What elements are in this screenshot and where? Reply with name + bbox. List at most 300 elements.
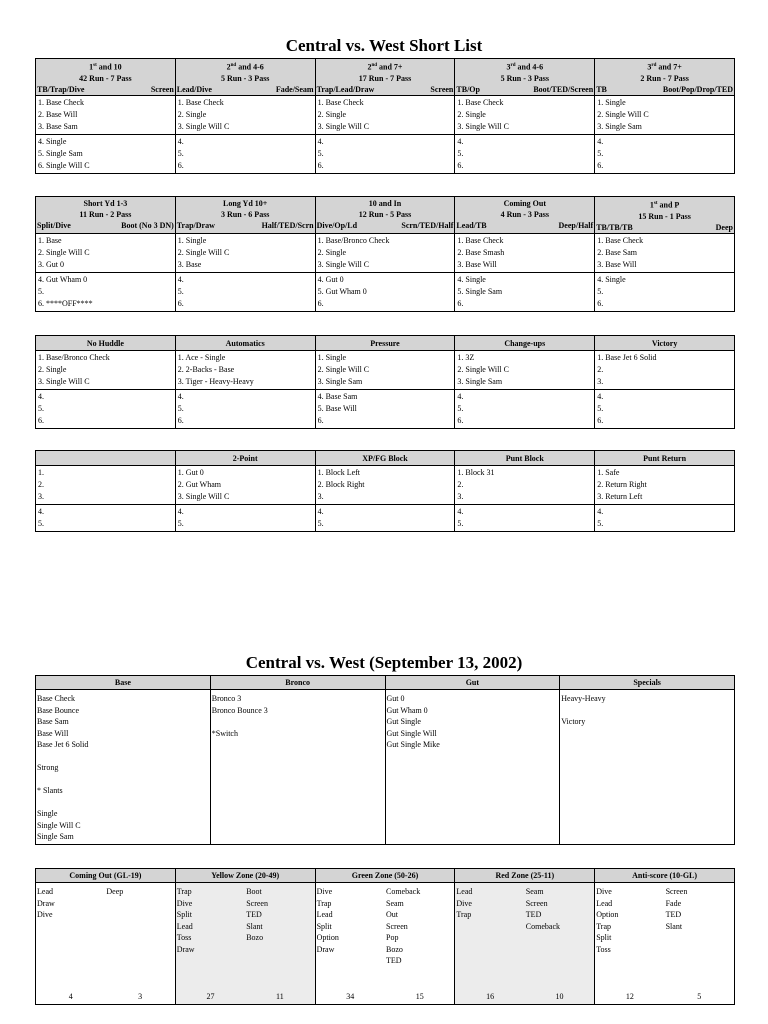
- situation-body-row: [36, 96, 734, 173]
- pass-tendency: Boot (No 3 DN): [121, 221, 174, 230]
- call-line: 4.: [597, 507, 604, 516]
- run-pass-ratio: 15 Run - 1 Pass: [638, 211, 691, 221]
- zone-play: Draw: [176, 944, 195, 954]
- call-line: 3. Tiger - Heavy-Heavy: [177, 377, 254, 386]
- situation-header: [36, 59, 175, 95]
- zone-play-column: [385, 883, 454, 1004]
- call-block: [176, 234, 315, 272]
- situation-title: [595, 198, 734, 211]
- zone-play-column: [595, 883, 664, 1004]
- zone-play-count: 15: [415, 991, 424, 1001]
- call-block: [36, 389, 175, 428]
- situation-calls: [315, 234, 455, 311]
- call-line: 2. Return Right: [597, 480, 647, 489]
- call-line: 6. Single Will C: [38, 160, 90, 170]
- call-line: 3. Base Sam: [38, 121, 78, 131]
- zone-play: Draw: [37, 898, 55, 908]
- zone-header: Red Zone (25-11): [454, 869, 594, 882]
- zone-play: Slant: [246, 921, 263, 931]
- zone-play: Lead: [176, 921, 193, 931]
- call-block: [176, 389, 315, 428]
- zone-play-column: [316, 883, 385, 1004]
- defense-call: Heavy-Heavy: [561, 694, 606, 703]
- defense-call: [212, 716, 384, 728]
- call-line: 4.: [177, 507, 184, 516]
- call-line: 4.: [317, 507, 324, 516]
- call-block: [176, 96, 315, 134]
- call-block: [595, 272, 734, 311]
- situation-title: [176, 60, 315, 73]
- call-line: 3.: [38, 492, 44, 501]
- zone-play: TED: [386, 956, 402, 965]
- down-number: 1: [89, 62, 94, 72]
- call-line: 5.: [38, 286, 44, 296]
- situation-header: [594, 451, 734, 465]
- call-line: 3. Single Will C: [317, 121, 370, 131]
- call-block: [36, 351, 175, 389]
- situation-calls: [36, 234, 175, 311]
- call-line: 1. Base Check: [317, 97, 364, 107]
- zone-play-count: 10: [555, 991, 564, 1001]
- call-line: 6.: [457, 298, 464, 308]
- zone-group: [594, 883, 734, 1004]
- zone-play: Trap: [176, 887, 192, 896]
- short-list-title: Central vs. West Short List: [285, 36, 483, 55]
- call-line: 1. 3Z: [457, 353, 475, 362]
- situation-calls: [36, 466, 175, 531]
- situation-header: [454, 336, 594, 350]
- situation-title: [36, 60, 175, 73]
- situation-calls: [454, 466, 594, 531]
- call-line: 1. Single: [177, 235, 207, 245]
- call-line: 2. Single Will C: [317, 365, 370, 374]
- situation-calls: [594, 466, 734, 531]
- call-line: 4. Single: [38, 136, 67, 146]
- call-line: 3. Gut 0: [38, 259, 64, 269]
- situation-grid: [35, 58, 735, 174]
- zone-header: Yellow Zone (20-49): [175, 869, 315, 882]
- situation-header: [594, 197, 734, 233]
- call-line: 6.: [38, 416, 44, 425]
- call-line: 3. Base: [177, 259, 202, 269]
- situation-label: Coming Out: [503, 199, 547, 208]
- call-line: 6.: [317, 416, 324, 425]
- situation-grid: [35, 196, 735, 312]
- zone-play: Dive: [176, 898, 193, 908]
- pass-tendency: Screen: [150, 84, 174, 94]
- call-block: [595, 466, 734, 504]
- zone-play: Lead: [456, 887, 473, 896]
- call-block: [455, 466, 594, 504]
- call-block: [455, 234, 594, 272]
- down-number: 3: [647, 62, 652, 72]
- call-block: [176, 272, 315, 311]
- call-line: 2. Single Will C: [457, 365, 509, 374]
- zone-play: Seam: [386, 898, 404, 908]
- situation-header: [315, 451, 455, 465]
- zone-play: Slant: [665, 921, 683, 931]
- call-line: 1. Base Check: [457, 97, 504, 107]
- call-line: 4. Single: [457, 274, 486, 284]
- call-line: 3. Return Left: [597, 492, 643, 501]
- zone-play: Lead: [37, 887, 53, 896]
- category-column: [559, 690, 734, 844]
- call-line: 2.: [38, 480, 44, 489]
- situation-calls: [36, 351, 175, 428]
- situation-header-row: [36, 59, 734, 96]
- call-block: [595, 234, 734, 272]
- situation-header: [594, 59, 734, 95]
- situation-header: [36, 451, 175, 465]
- call-block: [595, 351, 734, 389]
- situation-header: [454, 59, 594, 95]
- down-ordinal: nd: [230, 63, 237, 68]
- call-line: 5.: [317, 519, 324, 528]
- call-block: [316, 351, 455, 389]
- situation-label: and 10: [96, 62, 122, 72]
- zone-play-count: 4: [68, 991, 73, 1001]
- zone-play-column: [245, 883, 314, 1004]
- run-pass-ratio: 11 Run - 2 Pass: [79, 210, 132, 219]
- situation-header: [36, 336, 175, 350]
- defense-call: Gut Wham 0: [386, 705, 428, 715]
- call-block: [455, 272, 594, 311]
- call-line: 5. Gut Wham 0: [317, 286, 367, 296]
- run-tendency: TB: [596, 84, 607, 94]
- game-sheet-title: Central vs. West (September 13, 2002): [245, 653, 523, 672]
- call-line: 4. Base Sam: [317, 392, 358, 401]
- call-line: 6.: [597, 416, 604, 425]
- zone-group: [315, 883, 455, 1004]
- zone-play: Deep: [106, 887, 124, 896]
- down-ordinal: st: [93, 63, 97, 68]
- call-line: 2. Single: [317, 109, 347, 119]
- call-line: 5.: [457, 404, 464, 413]
- zone-play: Screen: [386, 921, 408, 931]
- situation-header-row: [36, 197, 734, 234]
- call-block: [455, 504, 594, 531]
- call-block: [455, 351, 594, 389]
- call-line: 5.: [38, 519, 44, 528]
- call-line: 5.: [597, 404, 604, 413]
- zone-play: Bozo: [246, 933, 264, 942]
- situation-header: [594, 336, 734, 350]
- pass-tendency: Screen: [430, 84, 454, 94]
- call-block: [176, 466, 315, 504]
- zone-group: [175, 883, 315, 1004]
- pass-tendency: Deep/Half: [558, 221, 594, 230]
- zone-table: [35, 868, 735, 1005]
- situation-calls: [594, 351, 734, 428]
- run-pass-ratio: 4 Run - 3 Pass: [500, 210, 550, 219]
- play-tendencies: [176, 84, 315, 95]
- zone-play: Lead: [596, 898, 613, 908]
- call-line: 5. Single Sam: [38, 148, 83, 158]
- call-line: 6.: [177, 416, 184, 425]
- zone-group: [454, 883, 594, 1004]
- situation-header: [175, 197, 315, 233]
- zone-play-column: [36, 883, 105, 1004]
- category-column: [210, 690, 385, 844]
- call-line: 1. Base Check: [597, 235, 644, 245]
- call-line: 3. Single Will C: [177, 492, 230, 501]
- call-line: 3. Single Will C: [457, 121, 509, 131]
- situation-title: Punt Return: [643, 454, 687, 463]
- situation-label: and 7+: [656, 62, 682, 72]
- call-block: [595, 504, 734, 531]
- situation-header: [36, 197, 175, 233]
- situation-label: Short Yd 1-3: [83, 199, 128, 208]
- call-line: 3. Single Sam: [457, 377, 503, 386]
- situation-title: [36, 198, 175, 209]
- zone-play: Split: [176, 910, 192, 919]
- call-line: 4.: [38, 507, 44, 516]
- call-line: 6.: [177, 298, 184, 308]
- call-line: 1. Ace - Single: [177, 353, 226, 362]
- call-line: 6.: [457, 160, 464, 170]
- call-block: [316, 134, 455, 173]
- zone-play: Dive: [596, 887, 612, 896]
- zone-header: Anti-score (10-GL): [594, 869, 734, 882]
- call-line: 4.: [457, 507, 464, 516]
- call-line: 4. Gut Wham 0: [38, 274, 88, 284]
- run-tendency: Trap/Draw: [176, 221, 215, 230]
- zone-group: [36, 883, 175, 1004]
- down-ordinal: rd: [510, 63, 516, 68]
- situation-header: [175, 451, 315, 465]
- situation-body-row: [36, 234, 734, 311]
- call-line: 1. Base: [38, 235, 62, 245]
- situation-body-row: [36, 351, 734, 428]
- call-line: 2. Base Sam: [597, 247, 637, 257]
- situation-label: and P: [657, 200, 680, 210]
- zone-play: Comeback: [525, 921, 561, 931]
- call-line: 2. Single: [457, 109, 486, 119]
- call-block: [316, 504, 455, 531]
- run-tendency: Lead/Dive: [176, 84, 212, 94]
- situation-header: [315, 59, 455, 95]
- call-line: 5.: [597, 148, 604, 158]
- call-line: 4.: [597, 392, 604, 401]
- situation-title: 2-Point: [232, 454, 258, 463]
- call-line: 4.: [177, 274, 184, 284]
- situation-calls: [454, 234, 594, 311]
- defense-call: [37, 751, 209, 763]
- call-line: 1. Base Check: [38, 97, 84, 107]
- situation-calls: [594, 96, 734, 173]
- zone-play-column: [525, 883, 594, 1004]
- call-line: 4.: [597, 136, 604, 146]
- call-line: 1. Base/Bronco Check: [38, 353, 110, 362]
- situation-title: [176, 198, 315, 209]
- down-number: 2: [367, 62, 372, 72]
- defense-call: Base Jet 6 Solid: [37, 740, 89, 749]
- call-block: [36, 234, 175, 272]
- situation-label: Long Yd 10+: [223, 199, 268, 208]
- call-line: 6.: [177, 160, 184, 170]
- run-tendency: Lead/TB: [456, 221, 487, 230]
- zone-play: Comeback: [386, 887, 421, 896]
- defense-call: Single Will C: [37, 820, 81, 830]
- situation-title: [455, 198, 594, 209]
- zone-play: Pop: [386, 933, 399, 942]
- call-block: [455, 389, 594, 428]
- call-line: 4. Gut 0: [317, 274, 344, 284]
- call-line: 1.: [38, 468, 44, 477]
- call-block: [36, 134, 175, 173]
- call-block: [455, 134, 594, 173]
- defense-call: [561, 705, 733, 717]
- category-header: Gut: [385, 676, 560, 689]
- call-block: [316, 272, 455, 311]
- call-line: 1. Block 31: [457, 468, 495, 477]
- call-line: 5.: [38, 404, 44, 413]
- call-block: [36, 504, 175, 531]
- call-line: 5.: [177, 519, 184, 528]
- run-tendency: TB/TB/TB: [596, 222, 633, 232]
- call-line: 2. 2-Backs - Base: [177, 365, 235, 374]
- zone-play-count: 27: [206, 991, 215, 1001]
- situation-calls: [175, 234, 315, 311]
- zone-play: Boot: [246, 887, 262, 896]
- run-pass-ratio: 2 Run - 7 Pass: [640, 73, 689, 83]
- game-sheet-table: [35, 675, 735, 845]
- down-ordinal: st: [653, 201, 658, 206]
- category-header: Base: [114, 678, 131, 687]
- call-line: 1. Single: [317, 353, 347, 362]
- call-line: 2.: [457, 480, 464, 489]
- call-line: 1. Base Jet 6 Solid: [597, 353, 657, 362]
- situation-header: [454, 451, 594, 465]
- call-line: 5.: [597, 519, 604, 528]
- zone-play: Dive: [37, 910, 53, 919]
- zone-play: Option: [316, 933, 339, 942]
- zone-play: Lead: [316, 910, 333, 919]
- zone-play: Trap: [456, 910, 472, 919]
- call-line: 4.: [457, 392, 464, 401]
- zone-play: TED: [665, 910, 682, 919]
- call-line: 1. Gut 0: [177, 468, 204, 477]
- call-line: 2. Single Will C: [38, 247, 90, 257]
- zone-play: Draw: [316, 944, 335, 954]
- situation-calls: [36, 96, 175, 173]
- situation-calls: [175, 351, 315, 428]
- zone-play: Fade: [665, 898, 682, 908]
- situation-grid: [35, 450, 735, 532]
- call-block: [36, 96, 175, 134]
- play-tendencies: [455, 220, 594, 231]
- run-tendency: Dive/Op/Ld: [316, 221, 358, 230]
- defense-call: [37, 797, 209, 809]
- call-line: 6.: [317, 298, 324, 308]
- situation-calls: [454, 351, 594, 428]
- call-line: 5.: [177, 286, 184, 296]
- zone-play: Dive: [316, 887, 333, 896]
- defense-call: Base Check: [37, 694, 75, 703]
- call-line: 4.: [177, 136, 184, 146]
- zone-play: Dive: [456, 898, 472, 908]
- defense-call: Gut Single Will: [386, 728, 437, 738]
- defense-call: Strong: [37, 763, 59, 772]
- call-line: 4.: [38, 392, 44, 401]
- defense-call: [37, 774, 209, 786]
- category-column: [385, 690, 560, 844]
- situation-title: [595, 60, 734, 73]
- call-line: 1. Base Check: [177, 97, 224, 107]
- call-line: 4.: [457, 136, 464, 146]
- zone-play: Trap: [596, 921, 612, 931]
- call-line: 3. Single Will C: [317, 259, 370, 269]
- run-pass-ratio: 5 Run - 3 Pass: [220, 73, 270, 83]
- pass-tendency: Boot/Pop/Drop/TED: [662, 84, 733, 94]
- situation-calls: [315, 466, 455, 531]
- call-line: 3.: [317, 492, 324, 501]
- zone-play-count: 34: [346, 991, 355, 1001]
- call-line: 2. Block Right: [317, 480, 365, 489]
- call-line: 5. Single Sam: [457, 286, 503, 296]
- call-line: 2. Single Will C: [597, 109, 649, 119]
- call-line: 6.: [317, 160, 324, 170]
- play-tendencies: [176, 220, 315, 231]
- call-line: 2. Base Will: [38, 109, 78, 119]
- situation-label: 10 and In: [368, 199, 402, 208]
- pass-tendency: Scrn/TED/Half: [401, 221, 454, 230]
- situation-header: [315, 336, 455, 350]
- call-line: 2. Single: [317, 247, 347, 257]
- call-block: [316, 234, 455, 272]
- zone-play: Screen: [246, 898, 268, 908]
- situation-calls: [594, 234, 734, 311]
- run-pass-ratio: 3 Run - 6 Pass: [220, 210, 270, 219]
- zone-play: Screen: [525, 898, 548, 908]
- zone-play: TED: [525, 910, 542, 919]
- situation-header-row: [36, 451, 734, 466]
- situation-title: Change-ups: [504, 339, 546, 348]
- call-line: 6.: [597, 160, 604, 170]
- play-tendencies: [316, 84, 455, 95]
- call-line: 6.: [597, 298, 604, 308]
- situation-title: [316, 198, 455, 209]
- defense-call: Victory: [561, 717, 586, 726]
- situation-label: and 4-6: [236, 62, 264, 72]
- zone-header: Green Zone (50-26): [315, 869, 455, 882]
- zone-play-column: [665, 883, 734, 1004]
- zone-play: Split: [596, 933, 612, 942]
- call-block: [316, 466, 455, 504]
- call-line: 4.: [177, 392, 184, 401]
- run-tendency: TB/Op: [456, 84, 480, 94]
- call-line: 2. Gut Wham: [177, 480, 221, 489]
- zone-play: Trap: [316, 898, 332, 908]
- zone-play: TED: [246, 910, 262, 919]
- run-pass-ratio: 12 Run - 5 Pass: [358, 210, 412, 219]
- call-line: 2. Single: [177, 109, 207, 119]
- zone-play: Bozo: [386, 944, 403, 954]
- defense-call: * Slants: [37, 786, 63, 795]
- call-line: 1. Safe: [597, 468, 620, 477]
- run-tendency: TB/Trap/Dive: [37, 84, 85, 94]
- situation-header: [315, 197, 455, 233]
- call-block: [595, 389, 734, 428]
- zone-play-column: [455, 883, 524, 1004]
- situation-title: [455, 60, 594, 73]
- pass-tendency: Boot/TED/Screen: [533, 84, 594, 94]
- situation-title: Automatics: [225, 339, 265, 348]
- call-line: 2. Single Will C: [177, 247, 230, 257]
- play-tendencies: [36, 84, 175, 95]
- zone-play-count: 11: [276, 991, 284, 1001]
- call-block: [455, 96, 594, 134]
